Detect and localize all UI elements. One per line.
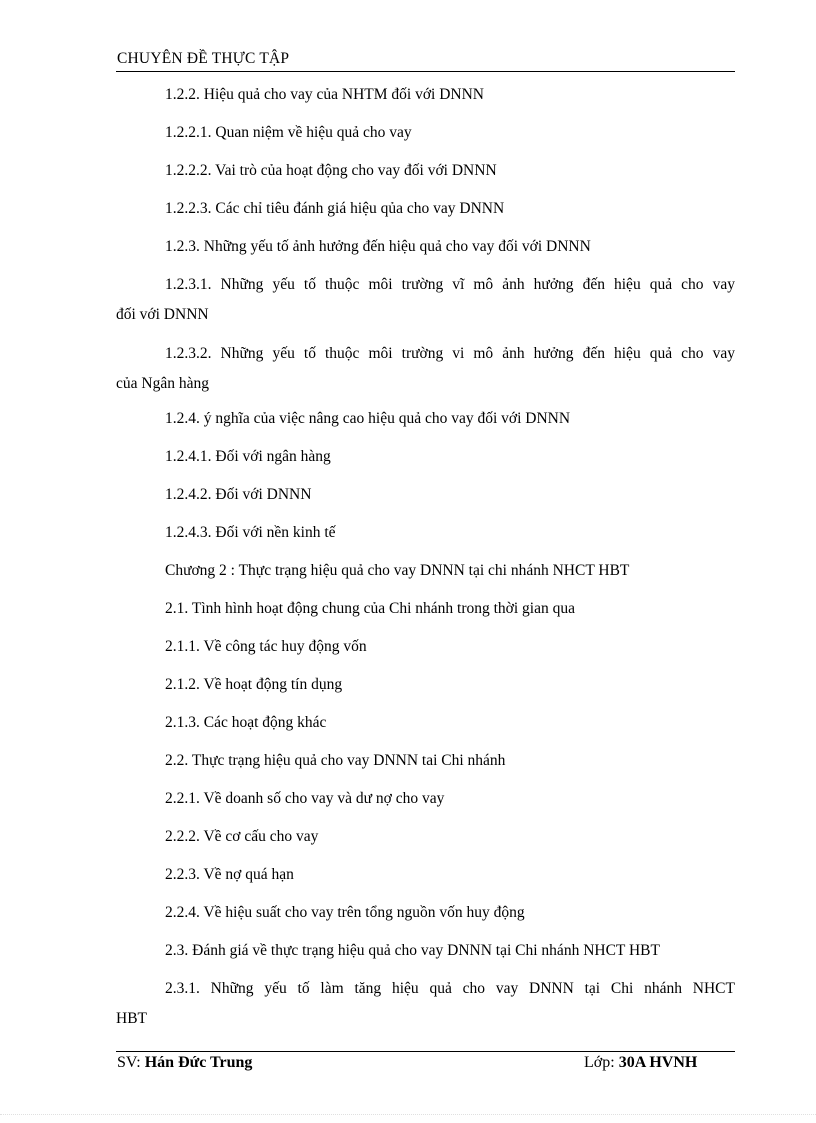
toc-entry-text: 1.2.3.2. Những yếu tố thuộc môi trường vi mô ảnh hưởng đến hiệu quả cho vay (165, 345, 735, 362)
toc-entry (116, 484, 735, 505)
toc-entry-text: 2.3. Đánh giá về thực trạng hiệu quả cho vay DNNN tại Chi nhánh NHCT HBT (165, 942, 660, 959)
toc-entry (116, 343, 735, 394)
toc-entry-text: 2.1.3. Các hoạt động khác (165, 714, 327, 731)
toc-entry (116, 198, 735, 219)
toc-entry-text: 2.1. Tình hình hoạt động chung của Chi nhánh trong thời gian qua (165, 600, 575, 617)
class-label: Lớp: (584, 1054, 615, 1071)
toc-entry (116, 978, 735, 1029)
toc-entry (116, 160, 735, 181)
toc-entry-text: 1.2.3. Những yếu tố ảnh hưởng đến hiệu quả cho vay đối với DNNN (165, 238, 591, 255)
toc-entry (116, 408, 735, 429)
student-name: Hán Đức Trung (144, 1054, 253, 1071)
toc-entry (116, 446, 735, 467)
toc-entry (116, 122, 735, 143)
toc-entry-text: 1.2.2. Hiệu quả cho vay của NHTM đối với DNNN (165, 86, 484, 103)
toc-entry (116, 560, 735, 581)
toc-entry (116, 84, 735, 105)
toc-entry-text: 1.2.4.2. Đối với DNNN (165, 486, 312, 503)
toc-entry (116, 236, 735, 257)
header-rule (116, 71, 735, 72)
toc-entry (116, 712, 735, 733)
footer-rule (116, 1051, 735, 1052)
class-info (584, 1054, 697, 1072)
toc-entry-text: 2.1.1. Về công tác huy động vốn (165, 638, 367, 655)
student-label: SV: (117, 1054, 141, 1071)
toc-entry-text: 1.2.2.3. Các chỉ tiêu đánh giá hiệu qủa cho vay DNNN (165, 200, 505, 217)
toc-entry-continuation: HBT (116, 1010, 147, 1027)
toc-entry-text: 1.2.4.3. Đối với nền kinh tế (165, 524, 336, 541)
toc-entry-text: 2.2.2. Về cơ cấu cho vay (165, 828, 319, 845)
student-info (117, 1054, 252, 1072)
toc-entry-continuation: đối với DNNN (116, 306, 209, 323)
toc-entry-text: 1.2.4.1. Đối với ngân hàng (165, 448, 331, 465)
toc-entry (116, 940, 735, 961)
toc-entry (116, 788, 735, 809)
toc-entry-text: 1.2.3.1. Những yếu tố thuộc môi trường vĩ mô ảnh hưởng đến hiệu quả cho vay (165, 276, 735, 293)
toc-entry (116, 750, 735, 771)
toc-entry (116, 636, 735, 657)
toc-entry-text: 1.2.4. ý nghĩa của việc nâng cao hiệu quả cho vay đối với DNNN (165, 410, 571, 427)
toc-entry (116, 864, 735, 885)
toc-entry-continuation: của Ngân hàng (116, 375, 209, 392)
toc-entry-text: 2.1.2. Về hoạt động tín dụng (165, 676, 343, 693)
toc-entry (116, 598, 735, 619)
toc-entry-text: 2.2.3. Về nợ quá hạn (165, 866, 294, 883)
toc-entry (116, 826, 735, 847)
toc-entry-text: 2.2. Thực trạng hiệu quả cho vay DNNN tai Chi nhánh (165, 752, 506, 769)
page-header-title: CHUYÊN ĐỀ THỰC TẬP (117, 50, 290, 67)
toc-entry-text: 1.2.2.2. Vai trò của hoạt động cho vay đối với DNNN (165, 162, 497, 179)
toc-entry-text: Chương 2 : Thực trạng hiệu quả cho vay DNNN tại chi nhánh NHCT HBT (165, 562, 630, 579)
toc-entry-text: 2.2.1. Về doanh số cho vay và dư nợ cho vay (165, 790, 445, 807)
toc-entry-text: 1.2.2.1. Quan niệm về hiệu quả cho vay (165, 124, 412, 141)
toc-entry (116, 902, 735, 923)
toc-entry-text: 2.3.1. Những yếu tố làm tăng hiệu quả cho vay DNNN tại Chi nhánh NHCT (165, 980, 735, 997)
class-name: 30A HVNH (618, 1054, 698, 1071)
toc-entry (116, 522, 735, 543)
page-edge (0, 1114, 816, 1115)
toc-entry-text: 2.2.4. Về hiệu suất cho vay trên tổng nguồn vốn huy động (165, 904, 525, 921)
toc-entry (116, 274, 735, 325)
toc-entry (116, 674, 735, 695)
